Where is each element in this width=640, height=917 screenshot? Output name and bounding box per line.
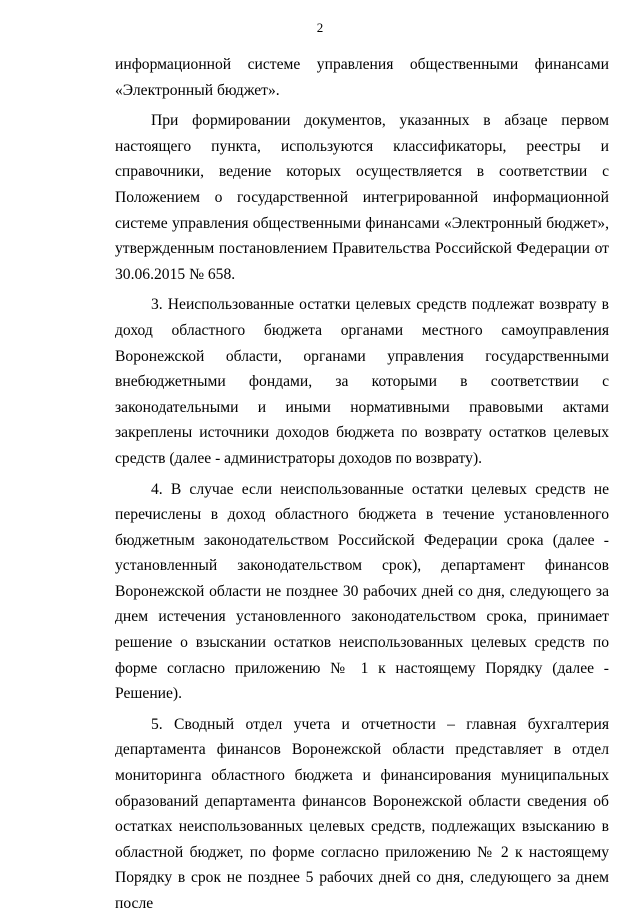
document-body bbox=[115, 52, 609, 917]
page-number: 2 bbox=[316, 20, 324, 35]
paragraph-item-3: 3. Неиспользованные остатки целевых средств подлежат возврату в доход областного бюджета органами местного самоуправления Воронежской области, органами управления государственными внебюджетными фондами, за которыми в соответствии с законодательными и иными нормативными правовыми актами закреплены источники доходов бюджета по возврату остатков целевых средств (далее - администраторы доходов по возврату). bbox=[115, 296, 609, 467]
paragraph-continuation: информационной системе управления общественными финансами «Электронный бюджет». bbox=[115, 56, 609, 99]
paragraph-item-5: 5. Сводный отдел учета и отчетности – главная бухгалтерия департамента финансов Воронежской области представляет в отдел мониторинга областного бюджета и финансирования муниципальных образований департамента финансов Воронежской области сведения об остатках неиспользованных целевых средств, подлежащих взысканию в областной бюджет, по форме согласно приложению № 2 к настоящему Порядку в срок не позднее 5 рабочих дней со дня, следующего за днем после bbox=[115, 715, 609, 912]
paragraph-classifiers: При формировании документов, указанных в абзаце первом настоящего пункта, используются классификаторы, реестры и справочники, ведение которых осуществляется в соответствии с Положением о государственной интегрированной информационной системе управления общественными финансами «Электронный бюджет», утвержденным постановлением Правительства Российской Федерации от 30.06.2015 № 658. bbox=[115, 112, 609, 283]
paragraph-item-4: 4. В случае если неиспользованные остатки целевых средств не перечислены в доход областного бюджета в течение установленного бюджетным законодательством Российской Федерации срока (далее - установленный законодательством срок), департамент финансов Воронежской области не позднее 30 рабочих дней со дня, следующего за днем истечения установленного законодательством срока, принимает решение о взыскании остатков неиспользованных целевых средств по форме согласно приложению № 1 к настоящему Порядку (далее - Решение). bbox=[115, 480, 609, 703]
